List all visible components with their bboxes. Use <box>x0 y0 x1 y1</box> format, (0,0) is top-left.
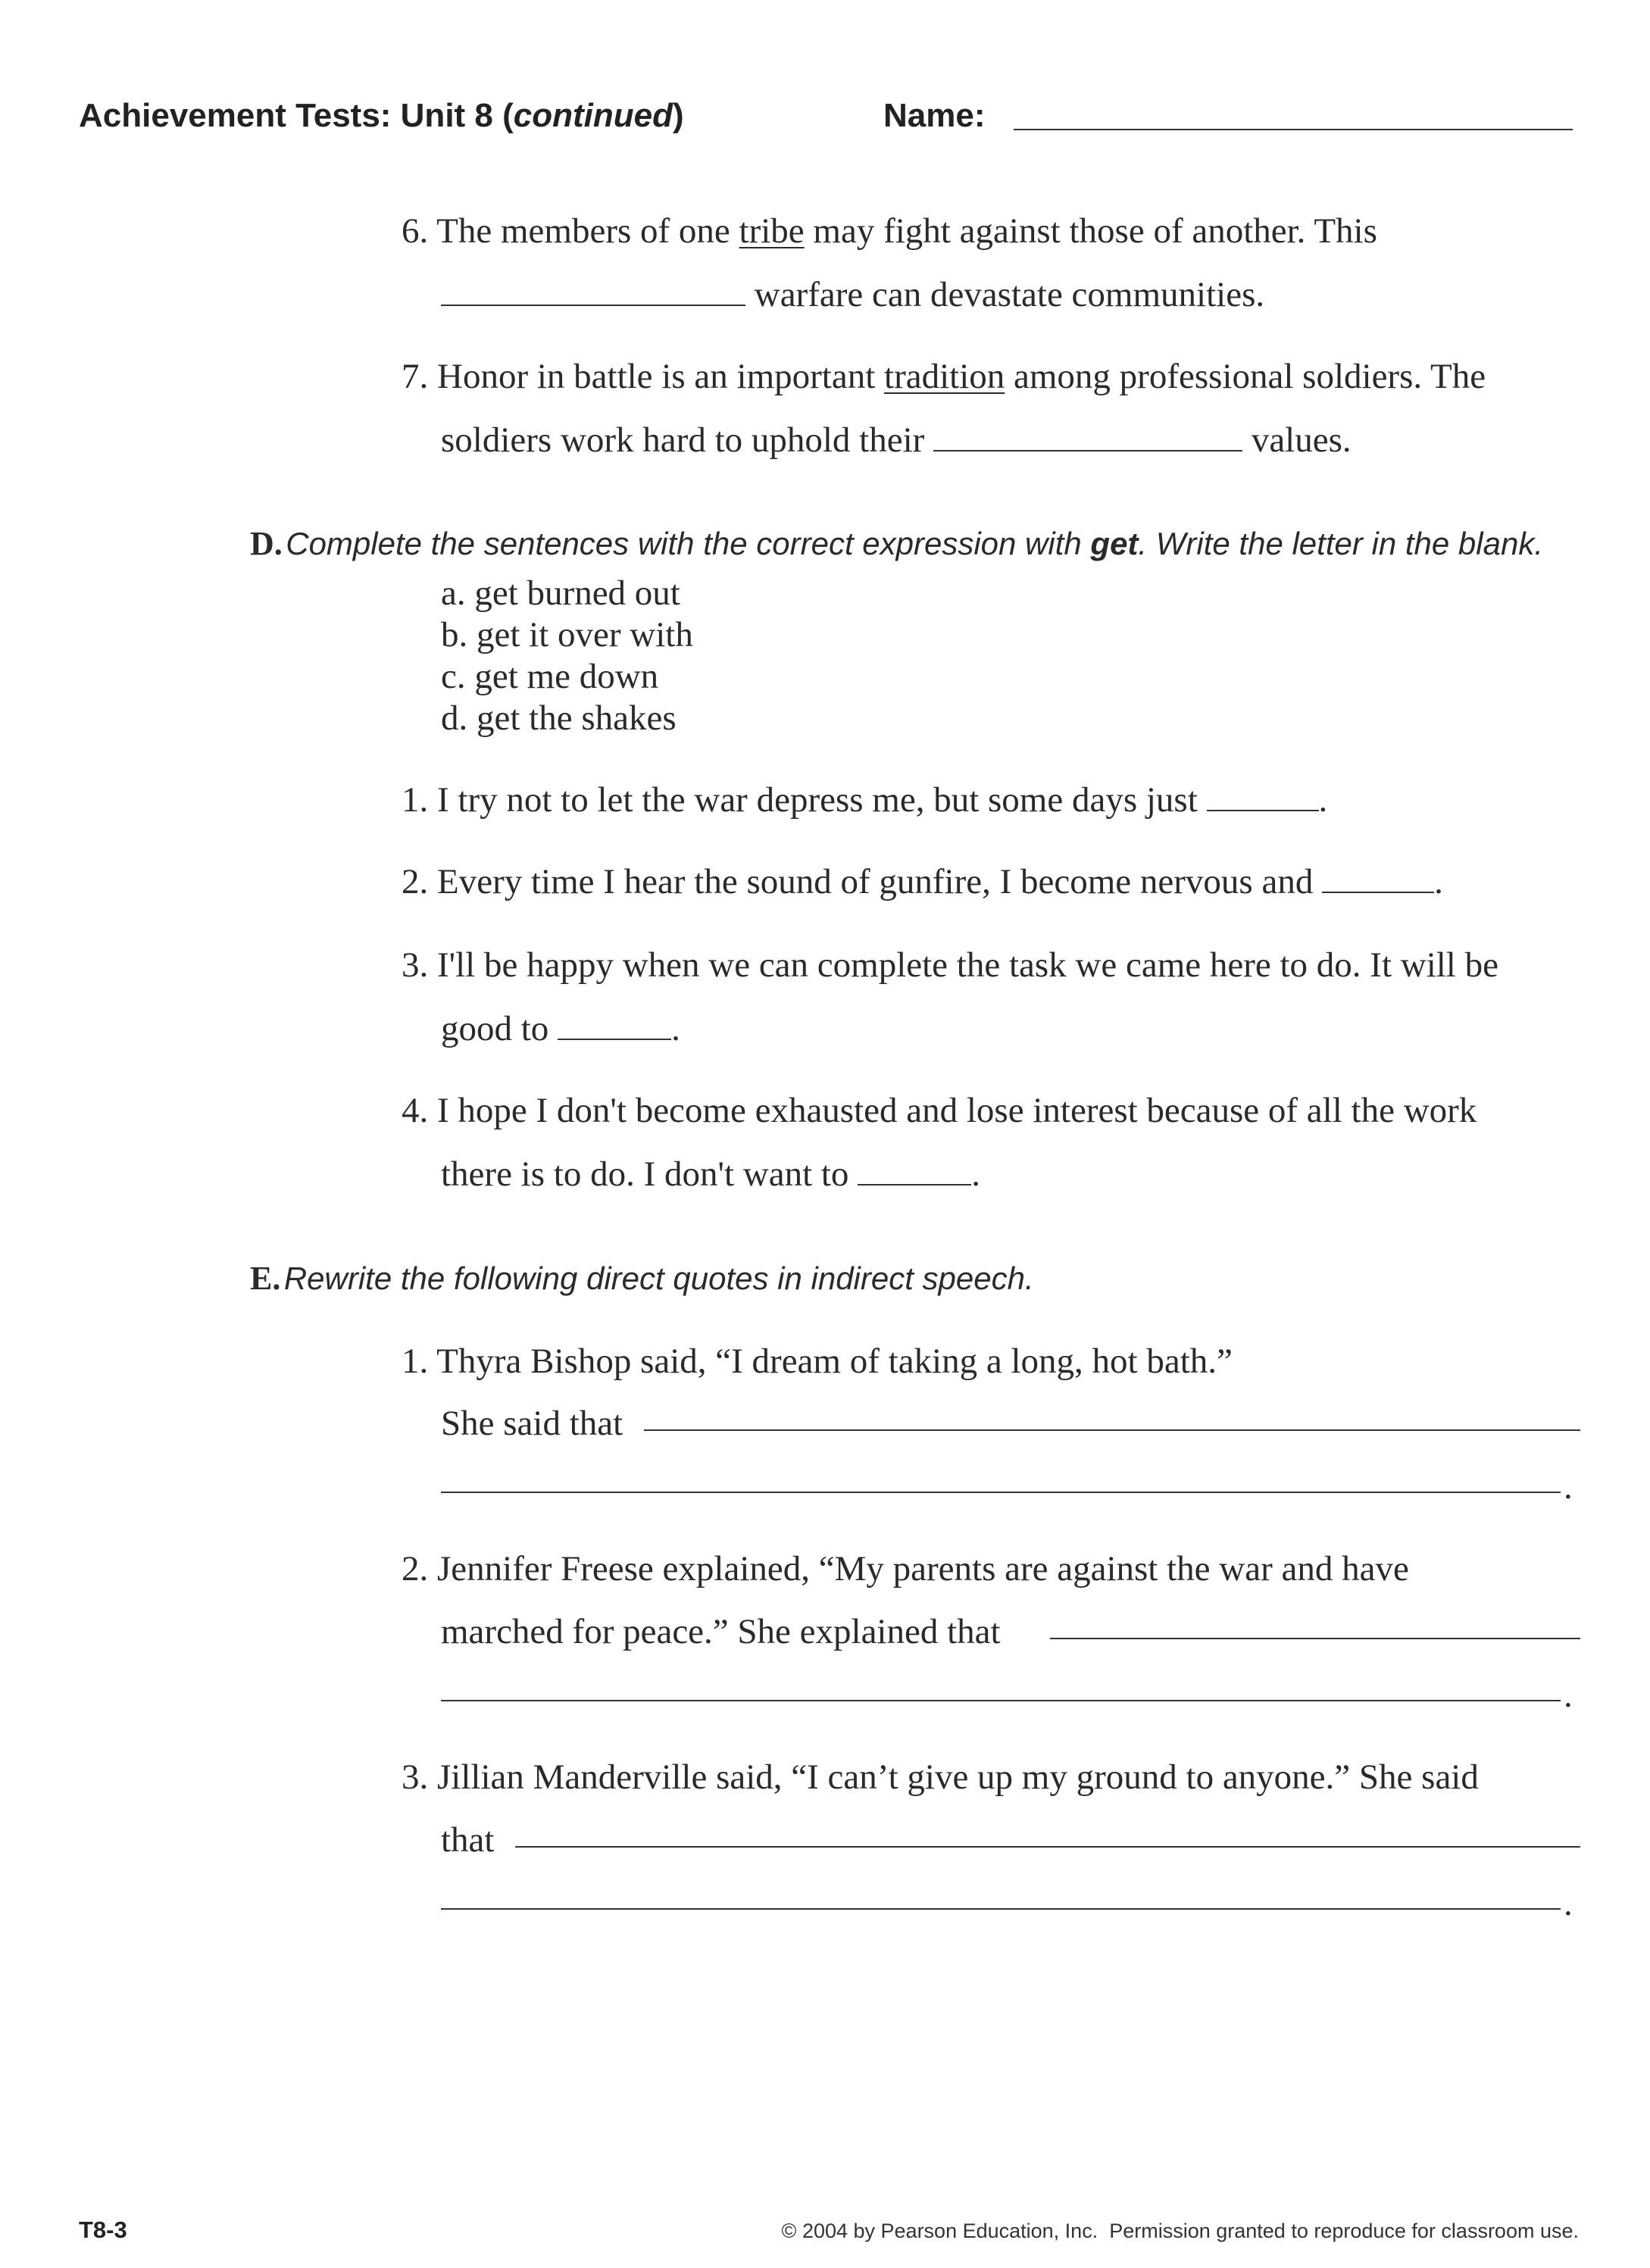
option-b: b. get it over with <box>441 615 693 654</box>
answer-blank[interactable] <box>933 450 1242 451</box>
answer-line[interactable] <box>441 1700 1561 1701</box>
item-number: 6. <box>402 211 429 251</box>
answer-blank[interactable] <box>441 305 745 306</box>
period: . <box>1564 1676 1573 1715</box>
c-item-6-line1: 6. The members of one tribe may fight against those of another. This <box>402 211 1377 251</box>
item-number: 7. <box>402 357 429 396</box>
option-d: d. get the shakes <box>441 698 677 738</box>
c-item-6-line2: warfare can devastate communities. <box>441 277 1264 313</box>
title-suffix: ) <box>672 97 684 134</box>
page-title <box>79 97 684 135</box>
answer-line[interactable] <box>515 1846 1580 1848</box>
section-letter: D. <box>250 525 283 562</box>
e-item-3-line1: 3. Jillian Manderville said, “I can’t give up my ground to anyone.” She said <box>402 1757 1479 1797</box>
name-label: Name: <box>883 97 986 134</box>
title-italic: continued <box>513 97 673 134</box>
name-field[interactable] <box>1014 129 1573 130</box>
keyword-tribe: tribe <box>739 211 805 251</box>
section-d-heading: D. Complete the sentences with the correct expression with get. Write the letter in the blank. <box>250 525 1543 562</box>
e-item-2-line1: 2. Jennifer Freese explained, “My parents are against the war and have <box>402 1549 1409 1589</box>
d-item-4-line2: there is to do. I don't want to . <box>441 1154 980 1194</box>
title-prefix: Achievement Tests: Unit 8 ( <box>79 97 514 134</box>
section-e-heading: E. Rewrite the following direct quotes in indirect speech. <box>250 1260 1034 1297</box>
d-item-1: 1. I try not to let the war depress me, but some days just . <box>402 780 1328 820</box>
d-item-3-line2: good to . <box>441 1009 680 1048</box>
answer-blank[interactable] <box>1322 892 1434 893</box>
answer-line[interactable] <box>1050 1638 1580 1639</box>
e-item-3-line2: that <box>441 1820 495 1860</box>
period: . <box>1564 1467 1573 1507</box>
copyright: © 2004 by Pearson Education, Inc. Permission granted to reproduce for classroom use. <box>781 2220 1579 2242</box>
c-item-7-line2: soldiers work hard to uphold their values. <box>441 420 1352 460</box>
d-item-3-line1: 3. I'll be happy when we can complete the task we came here to do. It will be <box>402 945 1498 985</box>
e-item-1-line2: She said that <box>441 1404 623 1443</box>
option-a: a. get burned out <box>441 573 680 613</box>
section-letter: E. <box>250 1260 281 1297</box>
answer-line[interactable] <box>441 1492 1561 1493</box>
answer-blank[interactable] <box>858 1184 971 1186</box>
c-item-7-line1: 7. Honor in battle is an important tradition among professional soldiers. The <box>402 357 1486 396</box>
period: . <box>1564 1884 1573 1923</box>
keyword-tradition: tradition <box>884 357 1005 396</box>
answer-line[interactable] <box>644 1429 1580 1431</box>
option-c: c. get me down <box>441 657 659 696</box>
e-item-1-line1: 1. Thyra Bishop said, “I dream of taking a long, hot bath.” <box>402 1342 1233 1381</box>
answer-line[interactable] <box>441 1908 1561 1910</box>
answer-blank[interactable] <box>1207 810 1319 811</box>
page-code: T8-3 <box>79 2216 127 2243</box>
answer-blank[interactable] <box>558 1039 671 1040</box>
d-item-4-line1: 4. I hope I don't become exhausted and lose interest because of all the work <box>402 1091 1477 1130</box>
e-item-2-line2: marched for peace.” She explained that <box>441 1612 1001 1651</box>
d-item-2: 2. Every time I hear the sound of gunfire, I become nervous and . <box>402 862 1443 901</box>
